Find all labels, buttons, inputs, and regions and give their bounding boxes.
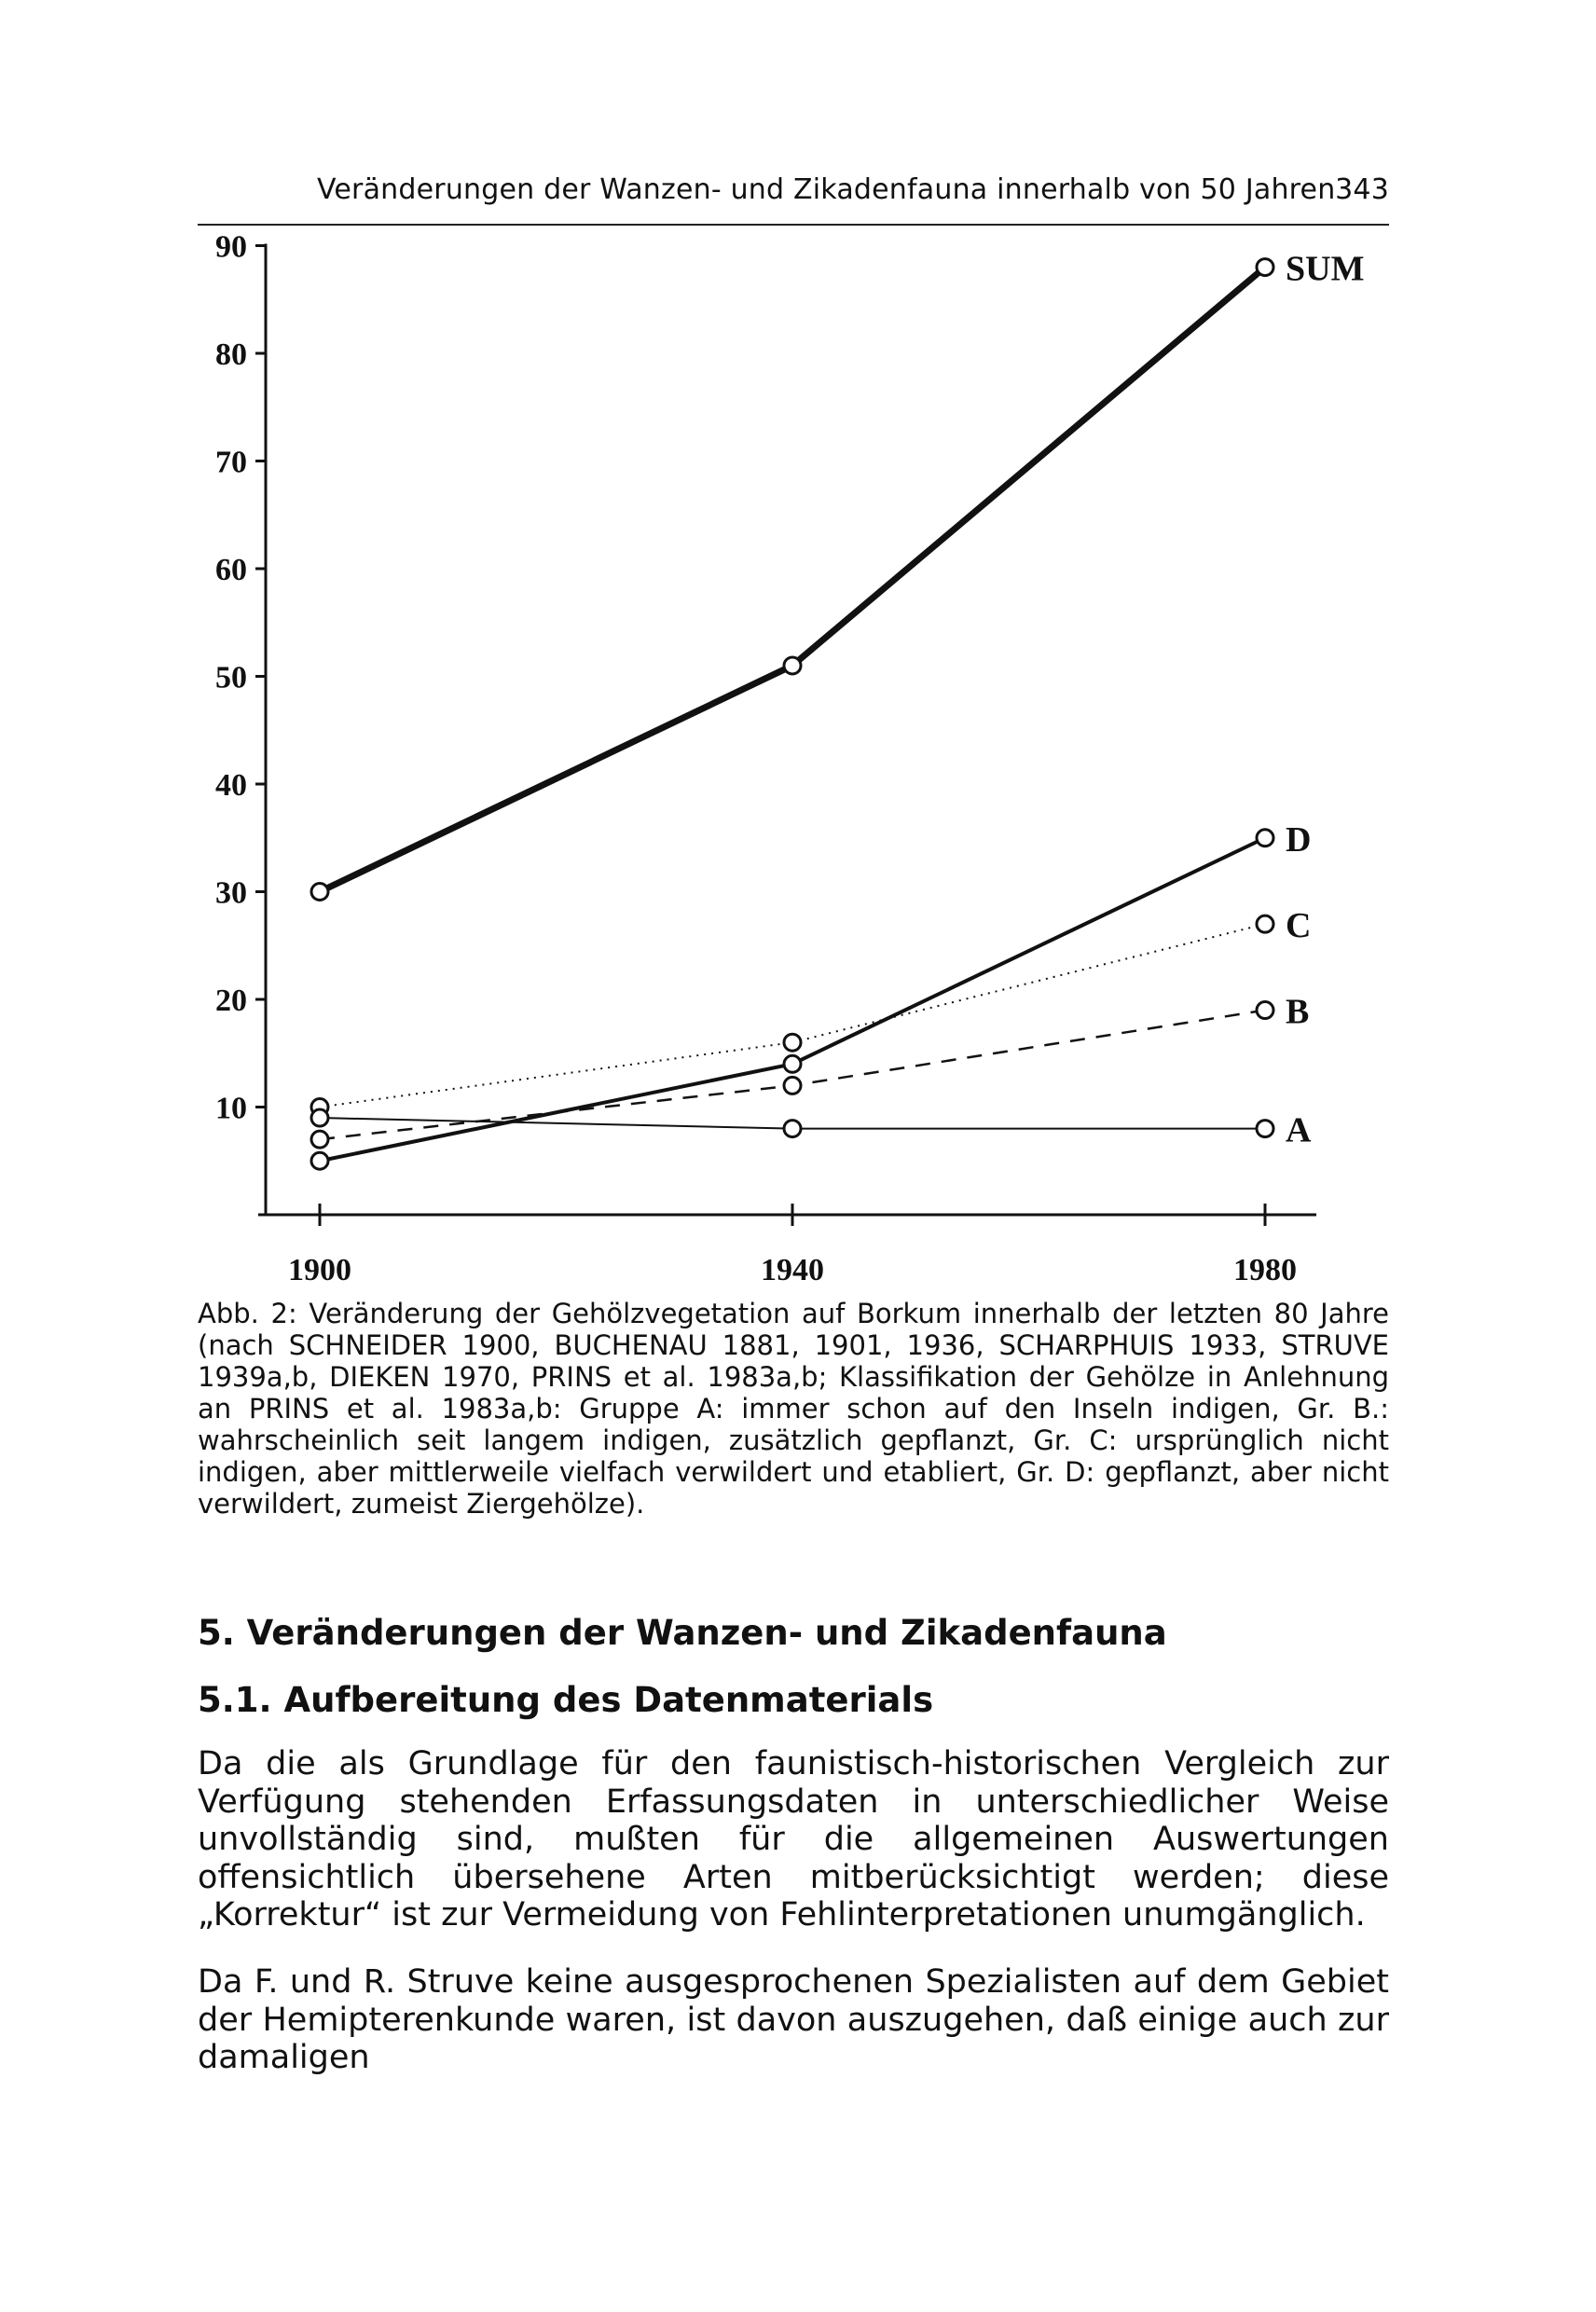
x-tick-label: 1940 <box>761 1253 824 1287</box>
data-point-sum <box>784 657 801 674</box>
series-d <box>311 830 1273 1170</box>
series-label-c: C <box>1286 906 1312 946</box>
series-line-sum <box>320 268 1265 892</box>
data-point-a <box>784 1121 801 1137</box>
data-point-sum <box>311 884 328 901</box>
y-tick-label: 60 <box>215 553 247 587</box>
data-point-sum <box>1257 259 1273 276</box>
data-point-b <box>311 1131 328 1148</box>
series-label-sum: SUM <box>1286 249 1365 289</box>
y-tick-label: 50 <box>215 660 247 695</box>
y-tick-label: 70 <box>215 445 247 480</box>
x-tick-label: 1900 <box>288 1253 351 1287</box>
y-tick-label: 80 <box>215 337 247 372</box>
y-tick-label: 20 <box>215 984 247 1018</box>
running-title: Veränderungen der Wanzen- und Zikadenfauna innerhalb von 50 Jahren <box>317 173 1336 206</box>
data-point-a <box>1257 1121 1273 1137</box>
chart-labels <box>1286 250 1364 1150</box>
header-rule <box>198 224 1389 226</box>
series-label-a: A <box>1286 1110 1312 1150</box>
data-point-b <box>1257 1002 1273 1019</box>
body-paragraph-2: Da F. und R. Struve keine ausgesprochenen Spezialisten auf dem Gebiet der Hemipterenkunde waren, ist davon auszugehen, daß einige auch zur damaligen <box>198 1963 1389 2076</box>
data-point-b <box>784 1077 801 1094</box>
series-label-d: D <box>1286 819 1312 860</box>
series-line-d <box>320 838 1265 1162</box>
x-tick-label: 1980 <box>1233 1253 1297 1287</box>
data-point-d <box>311 1152 328 1169</box>
y-tick-label: 40 <box>215 768 247 803</box>
data-point-c <box>1257 915 1273 932</box>
data-point-a <box>311 1109 328 1126</box>
y-tick-label: 90 <box>215 233 247 265</box>
data-point-d <box>784 1055 801 1072</box>
series-label-b: B <box>1286 992 1310 1032</box>
body-paragraph-1: Da die als Grundlage für den faunistisch-historischen Vergleich zur Verfügung stehenden Erfassungsdaten in unterschiedlicher Weise unvollständig sind, mußten für die allgemeinen Auswertungen offensichtlich übersehene Arten mitberücksichtigt werden; diese „Korrektur“ ist zur Vermeidung von Fehlinterpretationen unumgänglich. <box>198 1745 1389 1934</box>
section-heading: 5. Veränderungen der Wanzen- und Zikadenfauna <box>198 1613 1167 1653</box>
data-point-d <box>1257 830 1273 846</box>
y-tick-label: 30 <box>215 875 247 911</box>
line-chart <box>0 233 1596 1287</box>
page-number: 343 <box>1335 173 1389 206</box>
data-point-c <box>784 1034 801 1051</box>
subsection-heading: 5.1. Aufbereitung des Datenmaterials <box>198 1680 934 1720</box>
chart-series <box>311 259 1273 1170</box>
series-sum <box>311 259 1273 901</box>
y-tick-label: 10 <box>215 1091 247 1126</box>
figure-caption: Abb. 2: Veränderung der Gehölzvegetation auf Borkum innerhalb der letzten 80 Jahre (nach SCHNEIDER 1900, BUCHENAU 1881, 1901, 1936, SCHARPHUIS 1933, STRUVE 1939a,b, DIEKEN 1970, PRINS et al. 1983a,b; Klassifikation der Gehölze in Anlehnung an PRINS et al. 1983a,b: Gruppe A: immer schon auf den Inseln indigen, Gr. B.: wahrscheinlich seit langem indigen, zusätzlich gepflanzt, Gr. C: ursprünglich nicht indigen, aber mittlerweile vielfach verwildert und etabliert, Gr. D: gepflanzt, aber nicht verwildert, zumeist Ziergehölze). <box>198 1298 1389 1520</box>
